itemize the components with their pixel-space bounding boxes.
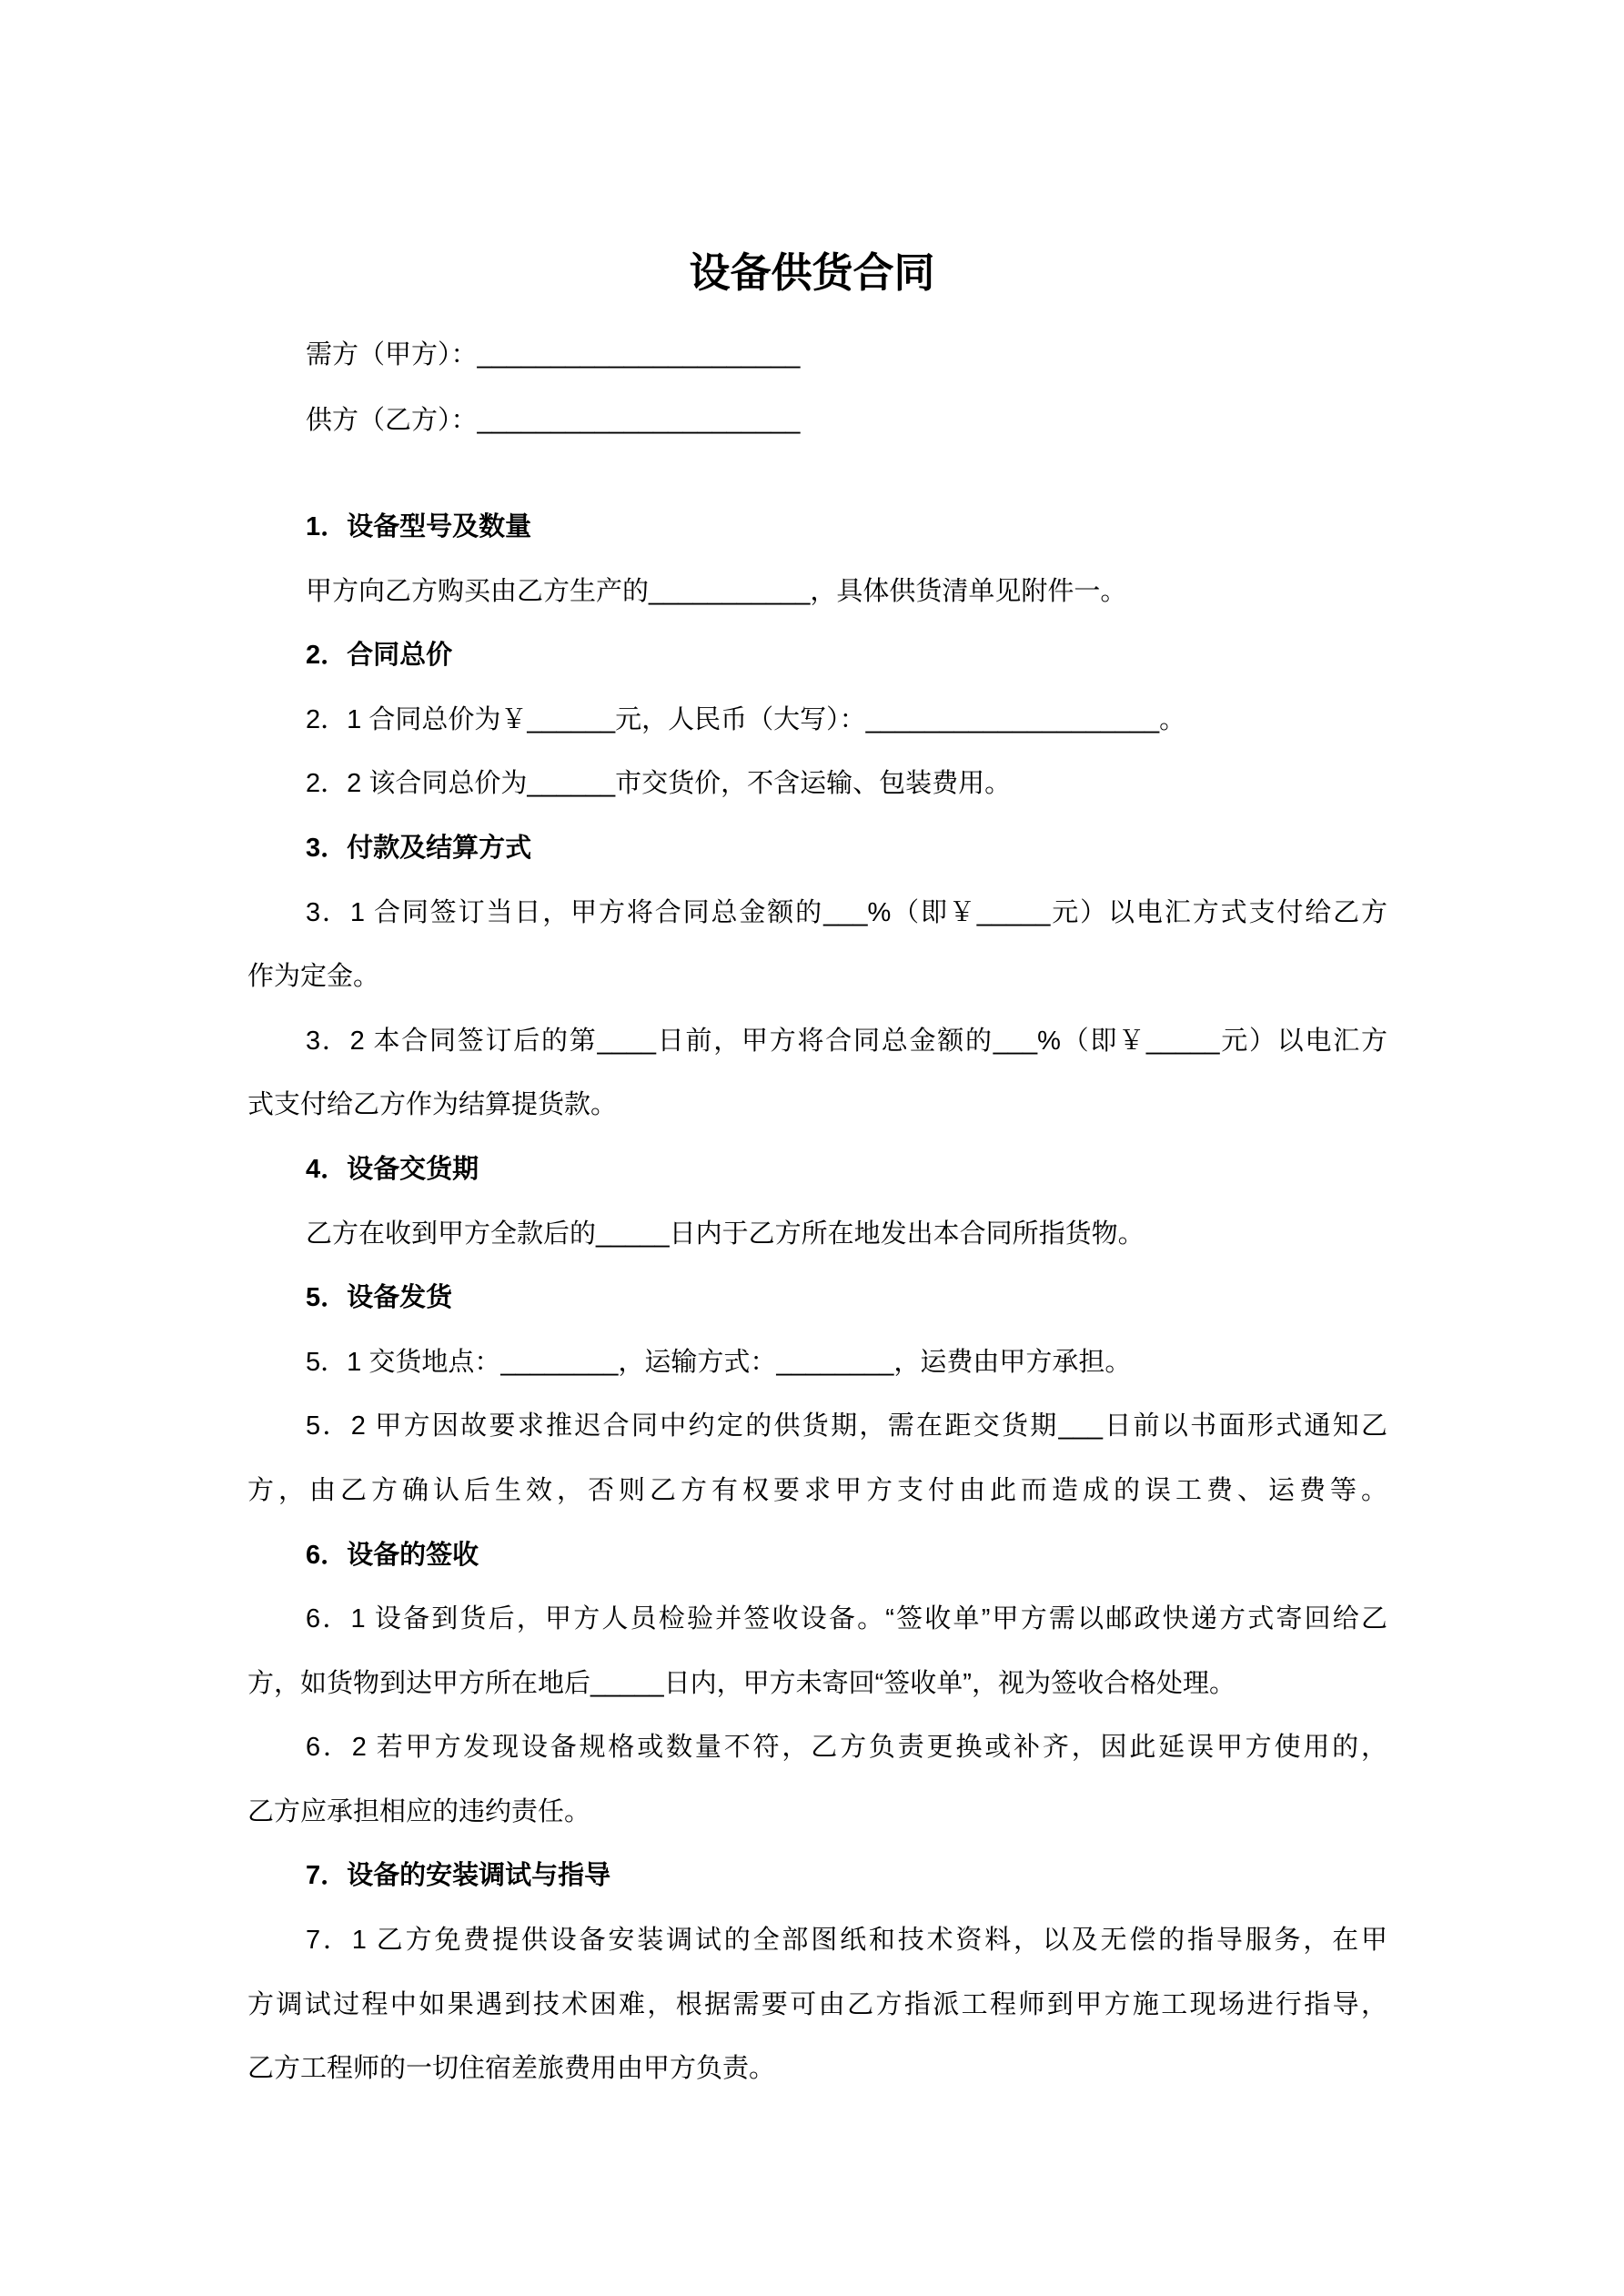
paragraph-line: 乙方工程师的一切住宿差旅费用由甲方负责。 — [247, 2054, 776, 2084]
document-title: 设备供货合同 — [689, 249, 935, 296]
paragraph: 甲方向乙方购买由乙方生产的___________，具体供货清单见附件一。 — [306, 576, 1127, 606]
paragraph-line: 方调试过程中如果遇到技术困难，根据需要可由乙方指派工程师到甲方施工现场进行指导， — [247, 1989, 1387, 2019]
section-heading: 2．合同总价 — [306, 641, 453, 671]
paragraph: 2．2 该合同总价为______市交货价，不含运输、包装费用。 — [306, 769, 1012, 799]
section-heading: 4．设备交货期 — [306, 1154, 479, 1184]
paragraph-line: 6．2 若甲方发现设备规格或数量不符，乙方负责更换或补齐，因此延误甲方使用的， — [306, 1733, 1387, 1763]
paragraph: 2．1 合同总价为￥______元，人民币（大写）：____________________。 — [306, 704, 1186, 734]
buyer-field: 需方（甲方）：______________________ — [306, 340, 801, 369]
paragraph-line: 5．2 甲方因故要求推迟合同中约定的供货期，需在距交货期___日前以书面形式通知乙 — [306, 1411, 1387, 1441]
contract-body — [247, 495, 1387, 2101]
paragraph-line: 6．1 设备到货后，甲方人员检验并签收设备。“签收单”甲方需以邮政快递方式寄回给乙 — [306, 1604, 1387, 1634]
paragraph-line: 式支付给乙方作为结算提货款。 — [247, 1090, 618, 1120]
paragraph-line: 方，由乙方确认后生效，否则乙方有权要求甲方支付由此而造成的误工费、运费等。 — [247, 1475, 1387, 1505]
section-heading: 3．付款及结算方式 — [306, 833, 532, 863]
section-heading: 5．设备发货 — [306, 1283, 453, 1313]
paragraph: 5．1 交货地点：________，运输方式：________，运费由甲方承担。 — [306, 1347, 1132, 1377]
section-heading: 7．设备的安装调试与指导 — [306, 1861, 611, 1891]
section-heading: 6．设备的签收 — [306, 1540, 479, 1570]
paragraph-line: 作为定金。 — [247, 962, 380, 992]
section-heading: 1．设备型号及数量 — [306, 512, 532, 541]
paragraph-line: 3．1 合同签订当日，甲方将合同总金额的___%（即￥_____元）以电汇方式支付给乙方 — [306, 897, 1387, 927]
paragraph-line: 方，如货物到达甲方所在地后_____日内，甲方未寄回“签收单”，视为签收合格处理。 — [247, 1668, 1236, 1698]
paragraph-line: 乙方应承担相应的违约责任。 — [247, 1796, 591, 1826]
seller-field: 供方（乙方）：______________________ — [306, 406, 801, 435]
paragraph: 乙方在收到甲方全款后的_____日内于乙方所在地发出本合同所指货物。 — [306, 1219, 1145, 1249]
paragraph-line: 7．1 乙方免费提供设备安装调试的全部图纸和技术资料，以及无偿的指导服务，在甲 — [306, 1926, 1387, 1956]
paragraph-line: 3．2 本合同签订后的第____日前，甲方将合同总金额的___%（即￥_____元）以电汇方 — [306, 1026, 1387, 1056]
